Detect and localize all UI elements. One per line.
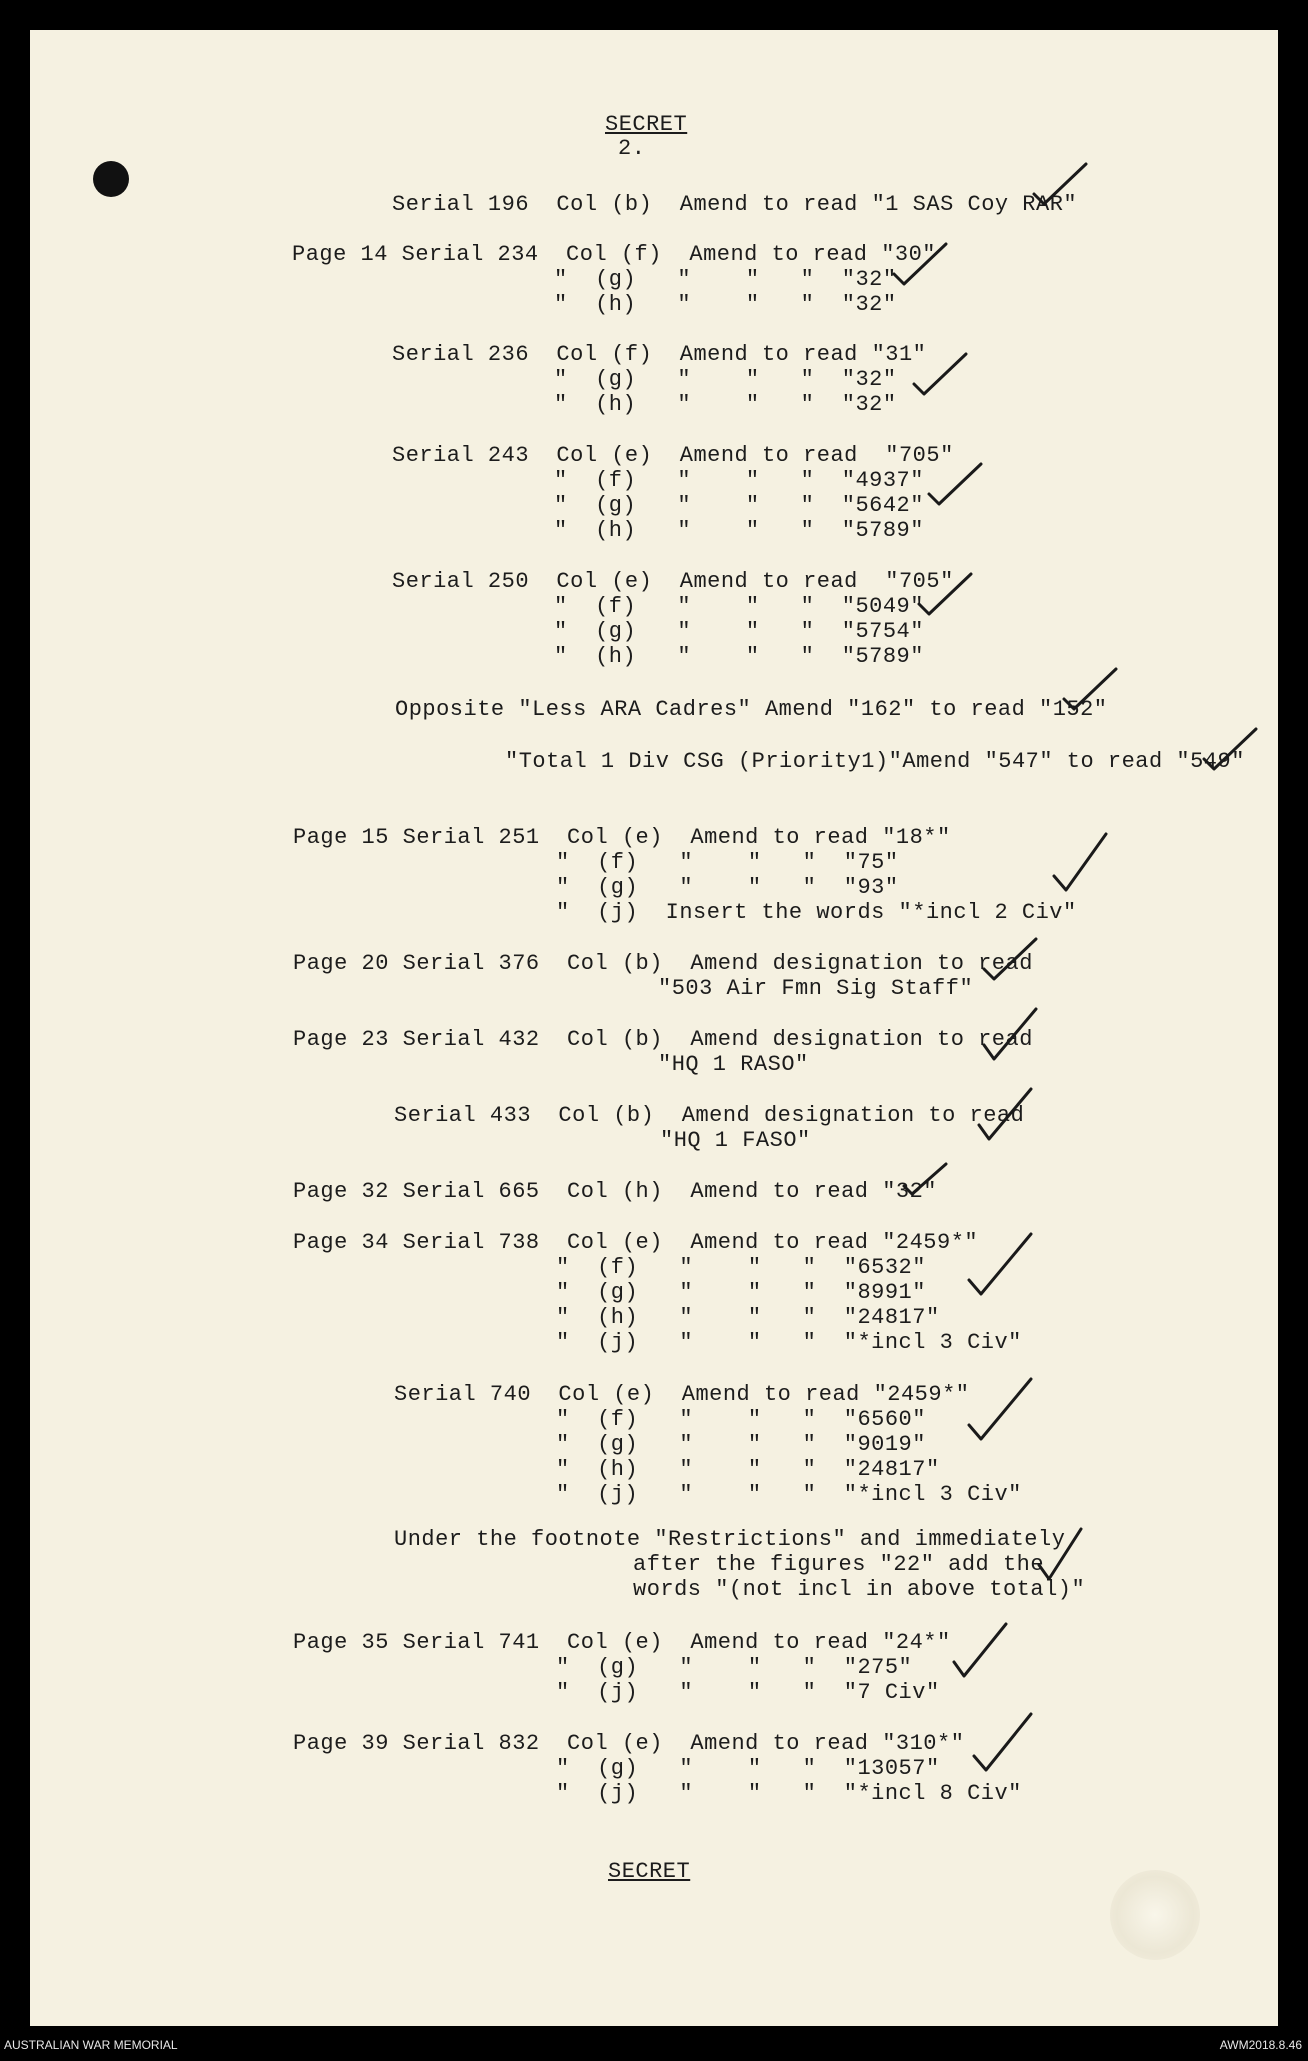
amendment-line: "HQ 1 RASO" xyxy=(658,1052,809,1077)
amendment-line: words "(not incl in above total)" xyxy=(633,1577,1086,1602)
amendment-line: " (g) " " " "9019" xyxy=(556,1432,926,1457)
amendment-line: Page 23 Serial 432 Col (b) Amend designation to read xyxy=(293,1027,1033,1052)
amendment-line: " (g) " " " "8991" xyxy=(556,1280,926,1305)
amendment-line: " (g) " " " "275" xyxy=(556,1655,913,1680)
check-mark xyxy=(1035,1525,1085,1585)
amendment-line: " (j) Insert the words "*incl 2 Civ" xyxy=(556,900,1077,925)
amendment-line: " (f) " " " "6532" xyxy=(556,1255,926,1280)
classification-top: SECRET xyxy=(605,112,688,137)
amendment-line: Page 34 Serial 738 Col (e) Amend to read "2459*" xyxy=(293,1230,979,1255)
amendment-line: " (h) " " " "32" xyxy=(554,392,897,417)
check-mark xyxy=(1060,665,1120,715)
check-mark xyxy=(965,1375,1035,1445)
classification-bottom: SECRET xyxy=(608,1859,691,1884)
check-mark xyxy=(980,935,1040,985)
amendment-line: " (h) " " " "32" xyxy=(554,292,897,317)
punch-hole xyxy=(93,161,129,197)
amendment-line: " (g) " " " "13057" xyxy=(556,1756,940,1781)
amendment-line: Page 20 Serial 376 Col (b) Amend designation to read xyxy=(293,951,1033,976)
check-mark xyxy=(925,460,985,510)
check-mark xyxy=(1200,725,1260,775)
amendment-line: " (h) " " " "24817" xyxy=(556,1457,940,1482)
page-number: 2. xyxy=(618,136,646,161)
amendment-line: " (f) " " " "6560" xyxy=(556,1407,926,1432)
amendment-line: " (g) " " " "93" xyxy=(556,875,899,900)
amendment-line: Page 15 Serial 251 Col (e) Amend to read "18*" xyxy=(293,825,951,850)
amendment-line: "HQ 1 FASO" xyxy=(660,1128,811,1153)
archive-footer xyxy=(0,2034,1308,2056)
amendment-line: "Total 1 Div CSG (Priority1)"Amend "547" to read "549" xyxy=(505,749,1245,774)
amendment-line: Serial 236 Col (f) Amend to read "31" xyxy=(392,342,927,367)
amendment-line: " (j) " " " "7 Civ" xyxy=(556,1680,940,1705)
amendment-line: Page 35 Serial 741 Col (e) Amend to read "24*" xyxy=(293,1630,951,1655)
amendment-line: " (h) " " " "5789" xyxy=(554,518,924,543)
check-mark xyxy=(1050,830,1110,895)
amendment-line: " (j) " " " "*incl 8 Civ" xyxy=(556,1781,1022,1806)
check-mark xyxy=(950,1620,1010,1680)
amendment-line: " (g) " " " "32" xyxy=(554,367,897,392)
archive-reference: AWM2018.8.46 xyxy=(1219,2038,1302,2052)
check-mark xyxy=(965,1230,1035,1300)
check-mark xyxy=(970,1710,1035,1775)
amendment-line: " (g) " " " "5754" xyxy=(554,619,924,644)
amendment-line: " (j) " " " "*incl 3 Civ" xyxy=(556,1330,1022,1355)
amendment-line: Serial 196 Col (b) Amend to read "1 SAS Coy RAR" xyxy=(392,192,1078,217)
amendment-line: Page 39 Serial 832 Col (e) Amend to read "310*" xyxy=(293,1731,965,1756)
check-mark xyxy=(980,1005,1040,1065)
amendment-line: " (f) " " " "75" xyxy=(556,850,899,875)
amendment-line: " (h) " " " "24817" xyxy=(556,1305,940,1330)
archive-name: AUSTRALIAN WAR MEMORIAL xyxy=(4,2038,178,2052)
amendment-line: after the figures "22" add the xyxy=(633,1552,1045,1577)
amendment-line: " (h) " " " "5789" xyxy=(554,644,924,669)
amendment-line: Opposite "Less ARA Cadres" Amend "162" to read "152" xyxy=(395,697,1108,722)
amendment-line: Page 14 Serial 234 Col (f) Amend to read "30" xyxy=(292,242,937,267)
amendment-line: " (f) " " " "4937" xyxy=(554,468,924,493)
amendment-line: Serial 740 Col (e) Amend to read "2459*" xyxy=(394,1382,970,1407)
amendment-line: " (f) " " " "5049" xyxy=(554,594,924,619)
amendment-line: Page 32 Serial 665 Col (h) Amend to read "32" xyxy=(293,1179,938,1204)
check-mark xyxy=(1030,160,1090,210)
amendment-line: Serial 433 Col (b) Amend designation to read xyxy=(394,1103,1025,1128)
check-mark xyxy=(900,1160,950,1200)
check-mark xyxy=(890,240,950,290)
amendment-line: " (g) " " " "5642" xyxy=(554,493,924,518)
amendment-line: " (j) " " " "*incl 3 Civ" xyxy=(556,1482,1022,1507)
check-mark xyxy=(910,350,970,400)
amendment-line: Serial 250 Col (e) Amend to read "705" xyxy=(392,569,954,594)
check-mark xyxy=(975,1085,1035,1145)
amendment-line: "503 Air Fmn Sig Staff" xyxy=(658,976,974,1001)
amendment-line: " (g) " " " "32" xyxy=(554,267,897,292)
embossed-seal xyxy=(1110,1870,1200,1960)
amendment-line: Under the footnote "Restrictions" and immediately xyxy=(394,1527,1066,1552)
check-mark xyxy=(915,570,975,620)
amendment-line: Serial 243 Col (e) Amend to read "705" xyxy=(392,443,954,468)
